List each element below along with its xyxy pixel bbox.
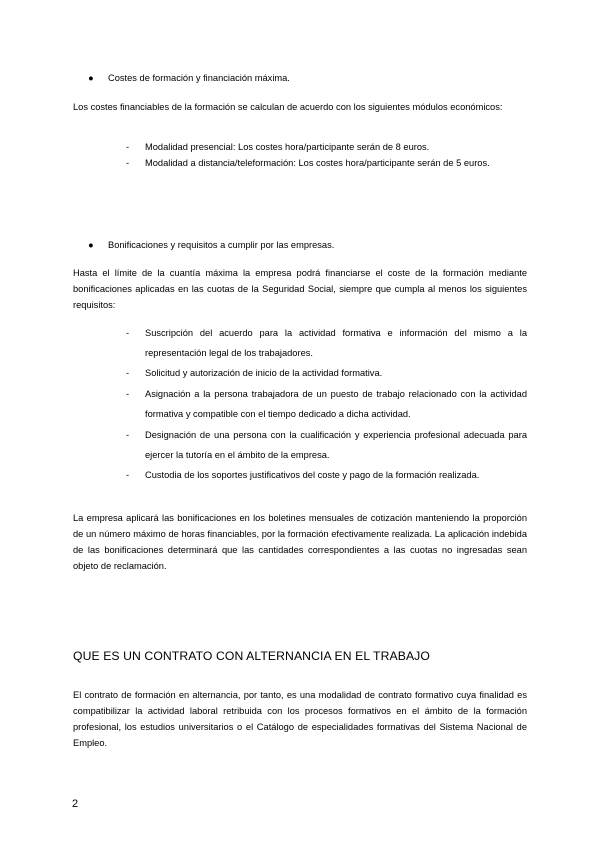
list-item-text: Designación de una persona con la cualificación y experiencia profesional adecuada para ejercer la tutoría en el ámbito de la empresa. [145, 430, 527, 460]
bullet-title: Bonificaciones y requisitos a cumplir por las empresas. [108, 240, 335, 250]
list-item-text: Custodia de los soportes justificativos del coste y pago de la formación realizada. [145, 470, 480, 480]
section-heading: QUE ES UN CONTRATO CON ALTERNANCIA EN EL TRABAJO [73, 649, 430, 663]
list-item-text: Modalidad a distancia/teleformación: Los costes hora/participante serán de 5 euros. [145, 158, 490, 168]
dash-icon: - [126, 368, 130, 378]
list-item-text: Solicitud y autorización de inicio de la actividad formativa. [145, 368, 383, 378]
bullet-icon: ● [88, 240, 94, 250]
list-item-text: Suscripción del acuerdo para la actividad formativa e información del mismo a la representación legal de los trabajadores. [145, 328, 527, 358]
paragraph-contrato-alternancia: El contrato de formación en alternancia, por tanto, es una modalidad de contrato formativo cuya finalidad es compatibilizar la actividad laboral retribuida con los procesos formativos en el ámbito de la formación profesional, los estudios universitarios o el Catálogo de especialidades formativas del Sistema Nacional de Empleo. [73, 690, 527, 748]
dash-icon: - [126, 158, 130, 168]
paragraph-bonificaciones-intro: Hasta el límite de la cuantía máxima la empresa podrá financiarse el coste de la formación mediante bonificaciones aplicadas en las cuotas de la Seguridad Social, siempre que cumpla al menos los siguientes requisitos: [73, 268, 527, 310]
list-item [126, 158, 527, 174]
paragraph-costes-intro: Los costes financiables de la formación se calculan de acuerdo con los siguientes módulos económicos: [73, 102, 503, 112]
dash-icon: - [126, 328, 130, 338]
bullet-title: Costes de formación y financiación máxima. [108, 73, 290, 83]
page-number: 2 [72, 798, 79, 810]
list-item-text: Asignación a la persona trabajadora de un puesto de trabajo relacionado con la actividad formativa y compatible con el tiempo dedicado a dicha actividad. [145, 389, 527, 419]
bullet-icon: ● [88, 73, 94, 83]
dash-icon: - [126, 470, 130, 480]
paragraph-bonificaciones-closing: La empresa aplicará las bonificaciones en los boletines mensuales de cotización manteniendo la proporción de un número máximo de horas financiables, por la formación efectivamente realizada. La aplicación indebida de las bonificaciones determinará que las cantidades correspondientes a las cuotas no ingresadas sean objeto de reclamación. [73, 513, 527, 571]
dash-icon: - [126, 430, 130, 440]
list-item [126, 142, 527, 158]
list-item-text: Modalidad presencial: Los costes hora/participante serán de 8 euros. [145, 142, 430, 152]
dash-icon: - [126, 142, 130, 152]
dash-icon: - [126, 389, 130, 399]
